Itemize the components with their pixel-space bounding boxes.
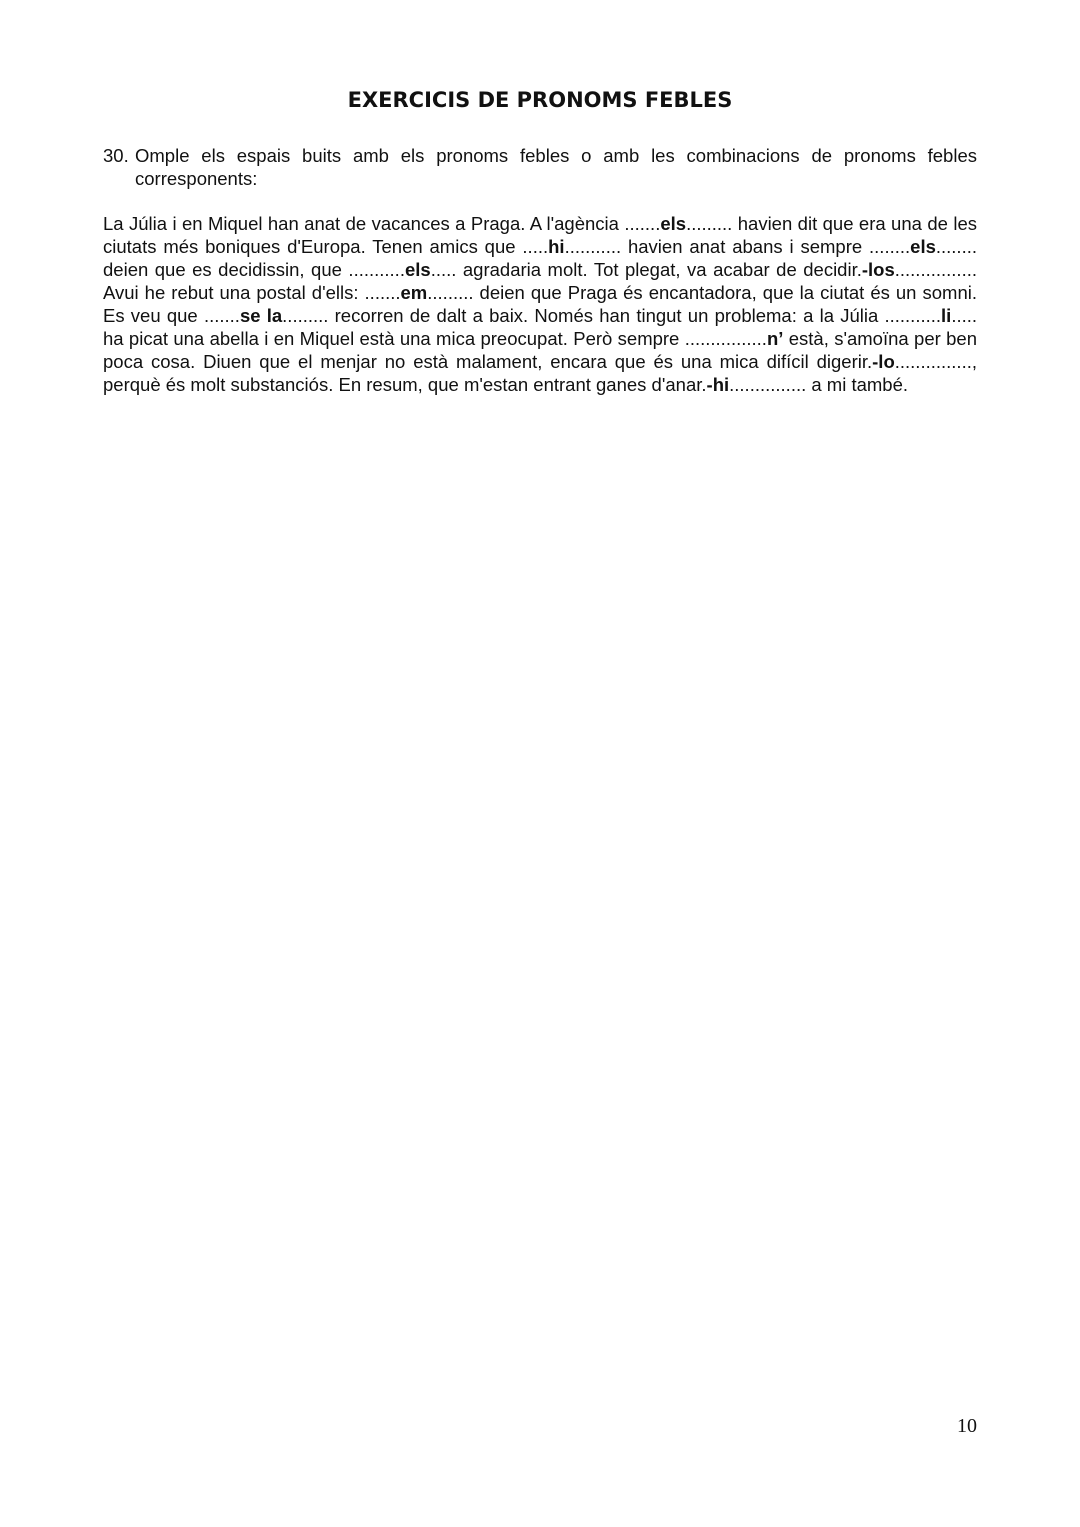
passage-text: ........ deien que es decidissin, que ........... — [103, 236, 977, 280]
exercise-passage — [103, 212, 977, 396]
page-title: EXERCICIS DE PRONOMS FEBLES — [347, 88, 733, 112]
exercise-number: 30. — [103, 145, 129, 166]
exercise-30 — [103, 144, 977, 396]
answer-pronoun: -hi — [706, 374, 730, 395]
passage-text: ......... recorren de dalt a baix. Només han tingut un problema: a la Júlia ........... — [282, 305, 942, 326]
passage-text: ..... ha picat una abella i en Miquel està una mica preocupat. Però sempre ................ — [103, 305, 978, 349]
answer-pronoun: em — [400, 282, 428, 303]
answer-pronoun: -lo — [872, 351, 895, 372]
passage-text: ..... agradaria molt. Tot plegat, va acabar de decidir. — [430, 259, 862, 280]
answer-pronoun: -los — [861, 259, 895, 280]
answer-pronoun: els — [404, 259, 431, 280]
exercise-instruction — [103, 144, 977, 190]
passage-text: ............... a mi també. — [729, 374, 909, 395]
instruction-text: Omple els espais buits amb els pronoms febles o amb les combinacions de pronoms febles corresponents: — [135, 145, 977, 189]
passage-text: ........... havien anat abans i sempre ........ — [564, 236, 911, 257]
passage-text: ......... havien dit que era una de les ciutats més boniques d'Europa. Tenen amics que ..... — [103, 213, 977, 257]
passage-text: ..............., perquè és molt substanciós. En resum, que m'estan entrant ganes d'anar. — [103, 351, 977, 395]
passage-text: La Júlia i en Miquel han anat de vacances a Praga. A l'agència ....... — [103, 213, 661, 234]
passage-text: està, s'amoïna per ben poca cosa. Diuen que el menjar no està malament, encara que és una mica difícil digerir. — [103, 328, 977, 372]
passage-text: ......... deien que Praga és encantadora, que la ciutat és un somni. Es veu que ....... — [103, 282, 977, 326]
passage-text: ................ Avui he rebut una postal d'ells: ....... — [103, 259, 977, 303]
answer-pronoun: els — [660, 213, 687, 234]
answer-pronoun: hi — [548, 236, 565, 257]
answer-pronoun: n’ — [766, 328, 784, 349]
page-number: 10 — [957, 1415, 977, 1437]
answer-pronoun: els — [910, 236, 936, 257]
answer-pronoun: se la — [239, 305, 283, 326]
answer-pronoun: li — [941, 305, 952, 326]
